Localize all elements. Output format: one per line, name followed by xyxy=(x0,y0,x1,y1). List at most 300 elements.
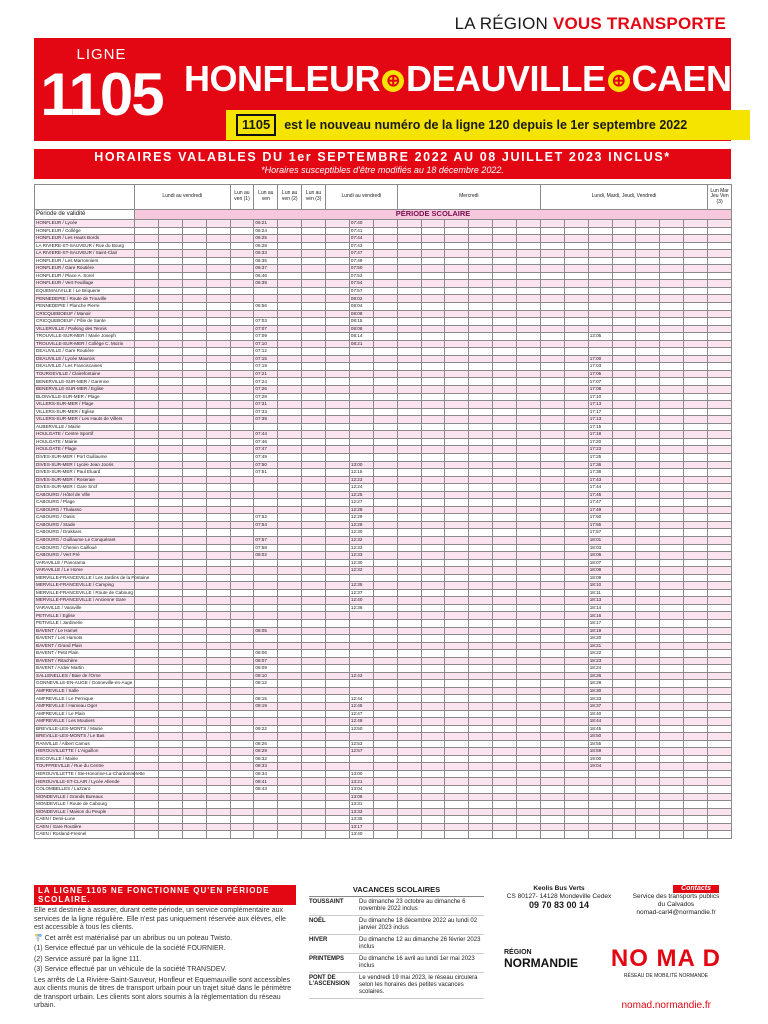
time-cell xyxy=(302,370,326,378)
time-cell xyxy=(158,536,182,544)
time-cell xyxy=(349,612,373,620)
time-cell xyxy=(182,612,206,620)
time-cell xyxy=(517,808,541,816)
time-cell xyxy=(254,604,278,612)
time-cell xyxy=(517,484,541,492)
time-cell xyxy=(158,506,182,514)
time-cell xyxy=(540,657,564,665)
time-cell xyxy=(493,703,517,711)
time-cell xyxy=(612,687,636,695)
time-cell xyxy=(469,514,493,522)
time-cell xyxy=(636,423,660,431)
time-cell: 18:16 xyxy=(588,612,612,620)
time-cell: 18:13 xyxy=(588,597,612,605)
time-cell xyxy=(660,627,684,635)
time-cell xyxy=(326,446,350,454)
time-cell xyxy=(612,755,636,763)
time-cell xyxy=(493,582,517,590)
time-cell xyxy=(278,476,302,484)
time-cell xyxy=(326,287,350,295)
time-cell xyxy=(397,619,421,627)
time-cell xyxy=(349,348,373,356)
time-cell xyxy=(397,642,421,650)
time-cell xyxy=(397,265,421,273)
time-cell xyxy=(612,786,636,794)
time-cell xyxy=(636,280,660,288)
time-cell xyxy=(135,514,159,522)
time-cell xyxy=(636,680,660,688)
time-cell xyxy=(469,333,493,341)
time-cell xyxy=(230,491,254,499)
time-cell xyxy=(158,642,182,650)
time-cell xyxy=(254,612,278,620)
time-cell xyxy=(182,703,206,711)
time-cell xyxy=(493,725,517,733)
time-cell xyxy=(517,559,541,567)
time-cell xyxy=(612,242,636,250)
time-cell xyxy=(684,793,708,801)
time-cell xyxy=(326,265,350,273)
time-cell xyxy=(540,363,564,371)
time-cell xyxy=(636,401,660,409)
time-cell xyxy=(684,725,708,733)
time-cell xyxy=(206,348,230,356)
time-cell xyxy=(278,544,302,552)
time-cell xyxy=(684,491,708,499)
time-cell xyxy=(278,506,302,514)
time-cell xyxy=(158,763,182,771)
time-cell xyxy=(349,574,373,582)
time-cell xyxy=(684,438,708,446)
time-cell xyxy=(684,597,708,605)
time-cell xyxy=(373,295,397,303)
time-cell xyxy=(278,423,302,431)
time-cell xyxy=(517,823,541,831)
time-cell xyxy=(397,506,421,514)
time-cell xyxy=(206,303,230,311)
time-cell xyxy=(445,529,469,537)
time-cell xyxy=(517,755,541,763)
time-cell xyxy=(421,295,445,303)
time-cell xyxy=(540,401,564,409)
time-cell xyxy=(636,619,660,627)
time-cell xyxy=(564,823,588,831)
time-cell xyxy=(326,242,350,250)
time-cell xyxy=(493,363,517,371)
time-cell xyxy=(612,521,636,529)
time-cell xyxy=(302,348,326,356)
time-cell xyxy=(660,816,684,824)
time-cell xyxy=(230,529,254,537)
time-cell xyxy=(206,318,230,326)
time-cell xyxy=(660,529,684,537)
time-cell xyxy=(660,393,684,401)
time-cell xyxy=(182,220,206,228)
time-cell xyxy=(612,355,636,363)
time-cell xyxy=(636,672,660,680)
time-cell xyxy=(564,363,588,371)
time-cell xyxy=(182,423,206,431)
time-cell xyxy=(302,325,326,333)
time-cell xyxy=(660,461,684,469)
time-cell xyxy=(182,574,206,582)
time-cell xyxy=(421,650,445,658)
time-cell xyxy=(182,287,206,295)
stop-row xyxy=(35,340,732,348)
time-cell xyxy=(540,242,564,250)
time-cell xyxy=(397,703,421,711)
time-cell xyxy=(636,642,660,650)
time-cell xyxy=(660,665,684,673)
contact-line: du Calvados xyxy=(657,901,695,908)
time-cell xyxy=(326,552,350,560)
time-cell xyxy=(469,325,493,333)
region-tagline: LA RÉGION VOUS TRANSPORTE xyxy=(454,14,726,33)
time-cell: 12:33 xyxy=(349,552,373,560)
time-cell xyxy=(564,227,588,235)
time-cell xyxy=(636,250,660,258)
time-cell xyxy=(445,370,469,378)
time-cell xyxy=(326,431,350,439)
time-cell xyxy=(684,431,708,439)
time-cell xyxy=(302,242,326,250)
nomad-url-link[interactable]: nomad.normandie.fr xyxy=(621,1000,711,1011)
time-cell xyxy=(278,272,302,280)
time-cell xyxy=(135,740,159,748)
time-cell xyxy=(636,786,660,794)
time-cell xyxy=(469,627,493,635)
time-cell xyxy=(660,718,684,726)
time-cell xyxy=(588,340,612,348)
time-cell xyxy=(206,559,230,567)
time-cell xyxy=(278,355,302,363)
time-cell xyxy=(397,778,421,786)
time-cell xyxy=(636,763,660,771)
time-cell xyxy=(302,227,326,235)
time-cell xyxy=(302,363,326,371)
time-cell xyxy=(636,506,660,514)
time-cell xyxy=(660,544,684,552)
time-cell xyxy=(278,740,302,748)
time-cell xyxy=(302,446,326,454)
time-cell xyxy=(182,695,206,703)
time-cell xyxy=(230,446,254,454)
stop-row xyxy=(35,499,732,507)
time-cell xyxy=(397,627,421,635)
time-cell xyxy=(708,635,732,643)
time-cell xyxy=(612,823,636,831)
time-cell xyxy=(469,348,493,356)
time-cell xyxy=(660,703,684,711)
time-cell xyxy=(636,657,660,665)
time-cell xyxy=(278,703,302,711)
time-cell xyxy=(445,438,469,446)
time-cell xyxy=(326,786,350,794)
time-cell xyxy=(708,597,732,605)
time-cell xyxy=(517,710,541,718)
time-cell xyxy=(540,740,564,748)
time-cell xyxy=(421,529,445,537)
time-cell xyxy=(684,665,708,673)
time-cell xyxy=(373,363,397,371)
time-cell xyxy=(421,408,445,416)
time-cell xyxy=(302,536,326,544)
stop-row xyxy=(35,220,732,228)
time-cell xyxy=(326,310,350,318)
time-cell xyxy=(517,318,541,326)
time-cell xyxy=(135,491,159,499)
time-cell xyxy=(135,235,159,243)
time-cell xyxy=(612,514,636,522)
contact-email[interactable]: nomad-carl4@normandie.fr xyxy=(636,909,716,916)
time-cell xyxy=(158,408,182,416)
time-cell xyxy=(278,680,302,688)
time-cell xyxy=(254,529,278,537)
time-cell xyxy=(397,718,421,726)
time-cell xyxy=(206,793,230,801)
time-cell xyxy=(564,612,588,620)
time-cell xyxy=(302,438,326,446)
time-cell xyxy=(206,831,230,839)
time-cell xyxy=(135,521,159,529)
time-cell xyxy=(564,303,588,311)
time-cell xyxy=(445,242,469,250)
time-cell xyxy=(540,635,564,643)
time-cell xyxy=(469,340,493,348)
time-cell: 07:03 xyxy=(254,318,278,326)
time-cell xyxy=(660,453,684,461)
time-cell xyxy=(158,303,182,311)
stop-row xyxy=(35,378,732,386)
time-cell xyxy=(135,310,159,318)
time-cell: 13:31 xyxy=(349,801,373,809)
time-cell xyxy=(182,544,206,552)
time-cell: 07:10 xyxy=(254,340,278,348)
time-cell xyxy=(540,370,564,378)
time-cell xyxy=(206,484,230,492)
time-cell xyxy=(469,280,493,288)
time-cell xyxy=(493,265,517,273)
time-cell xyxy=(302,703,326,711)
time-cell xyxy=(469,672,493,680)
time-cell xyxy=(708,476,732,484)
time-cell xyxy=(254,619,278,627)
time-cell xyxy=(493,333,517,341)
time-cell xyxy=(612,695,636,703)
time-cell xyxy=(421,770,445,778)
time-cell xyxy=(254,423,278,431)
time-cell xyxy=(158,272,182,280)
time-cell xyxy=(230,740,254,748)
time-cell xyxy=(206,725,230,733)
time-cell xyxy=(206,446,230,454)
time-cell xyxy=(158,627,182,635)
time-cell xyxy=(230,597,254,605)
time-cell xyxy=(421,499,445,507)
time-cell xyxy=(708,650,732,658)
time-cell xyxy=(135,544,159,552)
time-cell xyxy=(493,491,517,499)
time-cell: 18:23 xyxy=(588,657,612,665)
time-cell: 19:00 xyxy=(588,755,612,763)
stop-name: BAVENT / Ritachère xyxy=(35,657,135,665)
time-cell xyxy=(182,484,206,492)
time-cell xyxy=(302,386,326,394)
time-cell xyxy=(230,363,254,371)
time-cell xyxy=(708,680,732,688)
stop-row xyxy=(35,272,732,280)
time-cell xyxy=(445,635,469,643)
time-cell xyxy=(230,506,254,514)
operator-info xyxy=(499,885,619,909)
time-cell xyxy=(158,665,182,673)
time-cell xyxy=(469,491,493,499)
time-cell xyxy=(564,831,588,839)
stop-name: LA RIVIERE-ST-SAUVEUR / Saint-Clair xyxy=(35,250,135,258)
stop-row xyxy=(35,265,732,273)
time-cell xyxy=(421,257,445,265)
time-cell xyxy=(158,748,182,756)
time-cell: 17:00 xyxy=(588,355,612,363)
time-cell xyxy=(517,672,541,680)
time-cell xyxy=(158,695,182,703)
time-cell xyxy=(135,725,159,733)
time-cell xyxy=(326,619,350,627)
time-cell xyxy=(445,469,469,477)
time-cell: 12:25 xyxy=(349,491,373,499)
time-cell xyxy=(302,544,326,552)
stop-name: MERVILLE-FRANCEVILLE / Ancienne Gare xyxy=(35,597,135,605)
time-cell xyxy=(540,272,564,280)
stop-row xyxy=(35,446,732,454)
time-cell xyxy=(158,718,182,726)
time-cell xyxy=(708,280,732,288)
time-cell xyxy=(230,536,254,544)
time-cell xyxy=(421,582,445,590)
time-cell xyxy=(278,401,302,409)
time-cell xyxy=(230,635,254,643)
time-cell xyxy=(326,438,350,446)
time-cell xyxy=(182,635,206,643)
time-cell xyxy=(326,770,350,778)
time-cell xyxy=(373,348,397,356)
time-cell xyxy=(302,778,326,786)
stop-name: CABOURG / Stade xyxy=(35,521,135,529)
time-cell xyxy=(660,650,684,658)
time-cell xyxy=(540,333,564,341)
time-cell xyxy=(182,589,206,597)
time-cell xyxy=(517,786,541,794)
time-cell xyxy=(135,597,159,605)
time-cell xyxy=(684,303,708,311)
time-cell xyxy=(278,552,302,560)
time-cell xyxy=(684,536,708,544)
time-cell xyxy=(135,438,159,446)
time-cell xyxy=(684,703,708,711)
time-cell: 13:35 xyxy=(349,816,373,824)
time-cell xyxy=(326,529,350,537)
time-cell xyxy=(660,672,684,680)
time-cell xyxy=(612,665,636,673)
time-cell xyxy=(135,272,159,280)
time-cell xyxy=(445,552,469,560)
time-cell xyxy=(278,687,302,695)
time-cell: 12:48 xyxy=(349,718,373,726)
route-separator-icon: ⊕ xyxy=(382,70,404,92)
time-cell xyxy=(708,536,732,544)
time-cell xyxy=(397,559,421,567)
time-cell xyxy=(660,295,684,303)
time-cell xyxy=(493,370,517,378)
stop-name: HONFLEUR / Les Marronniers xyxy=(35,257,135,265)
time-cell xyxy=(445,801,469,809)
time-cell xyxy=(517,627,541,635)
stop-name: MONDEVILLE / Grands Bureaux xyxy=(35,793,135,801)
time-cell xyxy=(230,438,254,446)
time-cell xyxy=(517,521,541,529)
time-cell xyxy=(158,499,182,507)
time-cell xyxy=(302,220,326,228)
timetable xyxy=(34,184,731,839)
time-cell xyxy=(158,672,182,680)
time-cell xyxy=(684,423,708,431)
time-cell xyxy=(660,823,684,831)
time-cell xyxy=(564,438,588,446)
time-cell xyxy=(206,280,230,288)
time-cell: 12:24 xyxy=(349,484,373,492)
time-cell xyxy=(349,650,373,658)
time-cell xyxy=(421,755,445,763)
time-cell xyxy=(182,461,206,469)
time-cell xyxy=(469,823,493,831)
time-cell xyxy=(230,295,254,303)
time-cell xyxy=(445,619,469,627)
time-cell xyxy=(230,333,254,341)
stop-name: DIVES-SUR-MER / Lycée Jean Jooris xyxy=(35,461,135,469)
time-cell xyxy=(517,257,541,265)
time-cell xyxy=(612,703,636,711)
time-cell xyxy=(206,816,230,824)
time-cell xyxy=(302,582,326,590)
stop-name: DIVES-SUR-MER / Port Guillaume xyxy=(35,453,135,461)
time-cell xyxy=(517,763,541,771)
time-cell xyxy=(684,484,708,492)
time-cell xyxy=(230,823,254,831)
time-cell xyxy=(373,755,397,763)
time-cell xyxy=(612,265,636,273)
time-cell xyxy=(421,801,445,809)
time-cell xyxy=(636,476,660,484)
time-cell xyxy=(564,703,588,711)
time-cell xyxy=(540,235,564,243)
time-cell xyxy=(493,657,517,665)
stop-row xyxy=(35,710,732,718)
time-cell xyxy=(397,469,421,477)
time-cell xyxy=(135,476,159,484)
time-cell xyxy=(278,778,302,786)
time-cell xyxy=(684,446,708,454)
time-cell xyxy=(278,484,302,492)
time-cell xyxy=(373,536,397,544)
time-cell xyxy=(135,453,159,461)
stop-row xyxy=(35,544,732,552)
time-cell xyxy=(397,801,421,809)
time-cell xyxy=(660,235,684,243)
time-cell: 07:33 xyxy=(254,408,278,416)
time-cell xyxy=(612,325,636,333)
time-cell xyxy=(517,514,541,522)
time-cell xyxy=(612,582,636,590)
